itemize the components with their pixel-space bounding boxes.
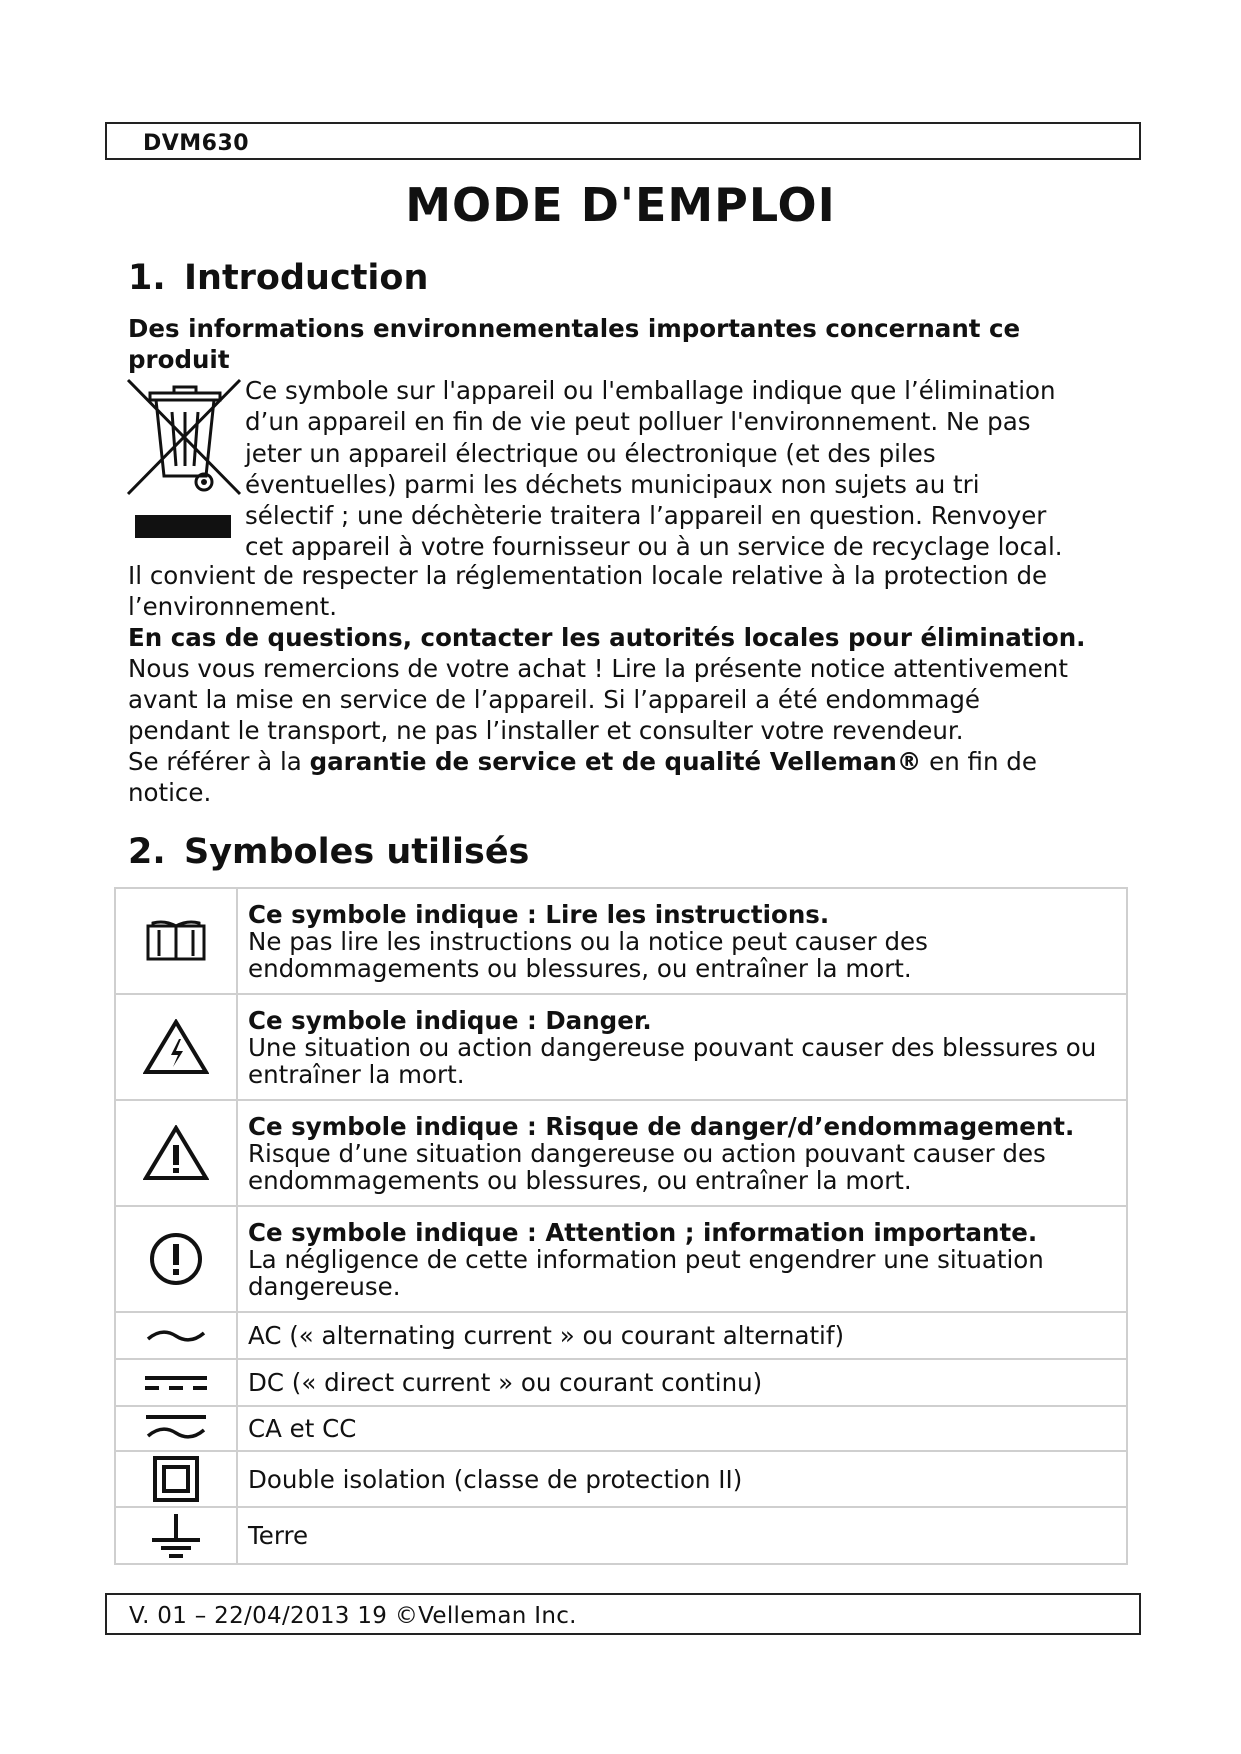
footer-box <box>105 1593 1141 1635</box>
symbol-description: AC (« alternating current » ou courant alternatif) <box>237 1312 1127 1359</box>
thanks-line-1: Nous vous remercions de votre achat ! Lire la présente notice attentivement <box>128 654 1068 683</box>
section-1-number: 1. <box>128 258 166 298</box>
double-insulation-icon <box>152 1455 200 1503</box>
weee-line: Ce symbole sur l'appareil ou l'emballage indique que l’élimination <box>245 376 1056 405</box>
env-heading-line-1: Des informations environnementales importantes concernant ce <box>128 314 1021 343</box>
icon-cell <box>115 888 237 994</box>
warranty-reference-line <box>128 746 1037 777</box>
header-box <box>105 122 1141 160</box>
regulation-line-2: l’environnement. <box>128 592 338 621</box>
symbol-description: Double isolation (classe de protection II) <box>237 1451 1127 1507</box>
icon-cell <box>115 1451 237 1507</box>
book-icon <box>145 920 207 962</box>
weee-line: d’un appareil en fin de vie peut polluer l'environnement. Ne pas <box>245 407 1031 437</box>
section-1-title: Introduction <box>184 258 429 298</box>
crossed-bin-icon <box>126 378 244 498</box>
weee-line: jeter un appareil électrique ou électronique (et des piles <box>245 438 936 468</box>
symbol-description <box>237 1100 1127 1206</box>
warranty-reference-line-2: notice. <box>128 778 212 807</box>
warranty-suffix: en fin de <box>921 747 1037 776</box>
section-1-heading <box>128 258 428 298</box>
env-heading-line-2: produit <box>128 345 230 374</box>
ground-icon <box>150 1512 202 1560</box>
symbol-description: Terre <box>237 1507 1127 1564</box>
table-row <box>115 1359 1127 1406</box>
icon-cell <box>115 994 237 1100</box>
table-row <box>115 994 1127 1100</box>
table-row <box>115 1100 1127 1206</box>
symbol-text: Ne pas lire les instructions ou la notice peut causer des endommagements ou blessures, ou entraîner la mort. <box>248 926 928 983</box>
thanks-line-3: pendant le transport, ne pas l’installer et consulter votre revendeur. <box>128 716 964 745</box>
section-2-title: Symboles utilisés <box>184 832 530 872</box>
footer-text: V. 01 – 22/04/2013 19 ©Velleman Inc. <box>129 1603 577 1629</box>
symbol-description <box>237 1206 1127 1312</box>
section-2-number: 2. <box>128 832 166 872</box>
icon-cell <box>115 1312 237 1359</box>
warranty-prefix: Se référer à la <box>128 747 310 776</box>
symbol-text: Risque d’une situation dangereuse ou action pouvant causer des endommagements ou blessures, ou entraîner la mort. <box>248 1138 1046 1195</box>
ac-dc-icon <box>144 1412 208 1446</box>
table-row <box>115 1507 1127 1564</box>
symbol-title: Ce symbole indique : Attention ; information importante. <box>248 1217 1038 1247</box>
model-name: DVM630 <box>143 131 250 156</box>
contact-authorities-text: En cas de questions, contacter les autorités locales pour élimination. <box>128 623 1086 652</box>
symbol-text: Une situation ou action dangereuse pouvant causer des blessures ou entraîner la mort. <box>248 1032 1097 1089</box>
icon-cell <box>115 1100 237 1206</box>
icon-cell <box>115 1406 237 1451</box>
weee-black-bar <box>135 515 231 538</box>
weee-line: cet appareil à votre fournisseur ou à un service de recyclage local. <box>245 532 1063 562</box>
symbol-description <box>237 888 1127 994</box>
dc-icon <box>143 1372 209 1394</box>
icon-cell <box>115 1507 237 1564</box>
symbol-title: Ce symbole indique : Danger. <box>248 1005 652 1035</box>
section-2-heading <box>128 832 529 872</box>
attention-circle-icon <box>148 1231 204 1287</box>
weee-paragraph <box>245 375 1063 563</box>
symbol-title: Ce symbole indique : Lire les instructions. <box>248 899 830 929</box>
table-row <box>115 1451 1127 1507</box>
symbols-table <box>114 887 1128 1565</box>
symbol-description: CA et CC <box>237 1406 1127 1451</box>
thanks-line-2: avant la mise en service de l’appareil. Si l’appareil a été endommagé <box>128 685 980 714</box>
table-row <box>115 1312 1127 1359</box>
warning-triangle-icon <box>143 1125 209 1181</box>
table-row <box>115 888 1127 994</box>
icon-cell <box>115 1206 237 1312</box>
warranty-bold: garantie de service et de qualité Velleman® <box>309 747 922 776</box>
symbol-description <box>237 994 1127 1100</box>
icon-cell <box>115 1359 237 1406</box>
table-row <box>115 1206 1127 1312</box>
page-title: MODE D'EMPLOI <box>405 178 836 232</box>
high-voltage-warning-icon <box>143 1019 209 1075</box>
symbol-description: DC (« direct current » ou courant continu) <box>237 1359 1127 1406</box>
weee-line: éventuelles) parmi les déchets municipaux non sujets au tri <box>245 469 980 499</box>
symbol-title: Ce symbole indique : Risque de danger/d’endommagement. <box>248 1111 1075 1141</box>
table-row <box>115 1406 1127 1451</box>
regulation-line-1: Il convient de respecter la réglementation locale relative à la protection de <box>128 561 1048 590</box>
weee-line: sélectif ; une déchèterie traitera l’appareil en question. Renvoyer <box>245 501 1047 531</box>
ac-icon <box>144 1325 208 1347</box>
symbol-text: La négligence de cette information peut engendrer une situation dangereuse. <box>248 1244 1044 1301</box>
